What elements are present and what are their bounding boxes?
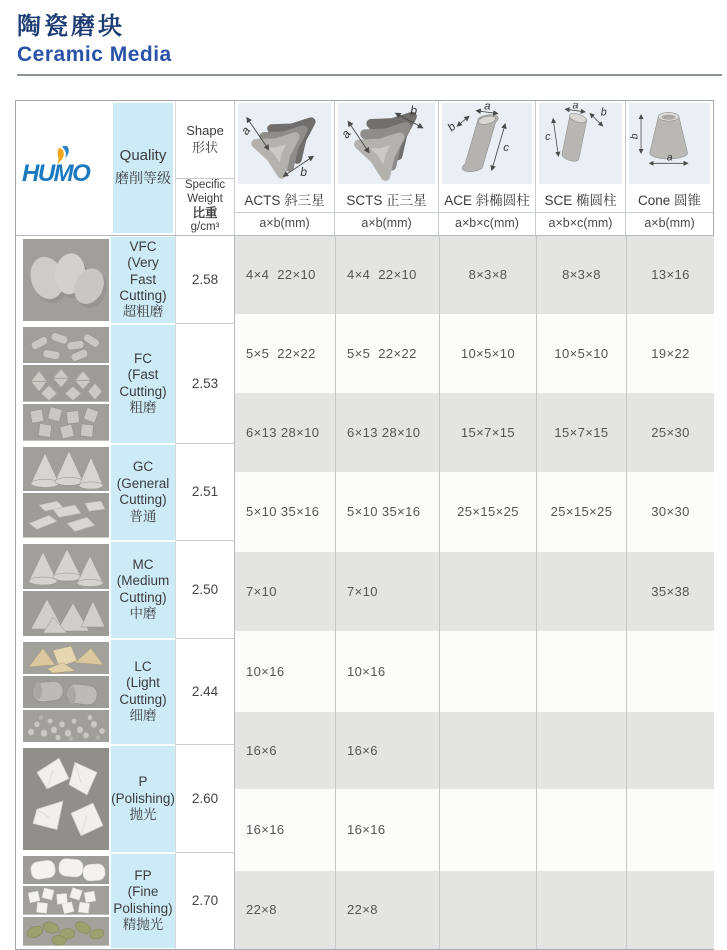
quality-section — [16, 236, 234, 949]
photo-cell-lc — [16, 639, 111, 745]
product-photo-vfc-discs — [23, 239, 109, 321]
column-header-sce — [535, 101, 625, 235]
dim-cell: 15×7×15 — [536, 393, 626, 472]
dim-cell: 5×5 22×22 — [235, 314, 335, 393]
dim-cell: 30×30 — [626, 472, 714, 552]
dim-cell: 10×16 — [335, 631, 439, 712]
photo-cell-fp — [16, 853, 111, 949]
dim-cell: 10×5×10 — [536, 314, 626, 393]
quality-row-mc — [16, 541, 234, 639]
shape-dims-ace: a×b×c(mm) — [455, 216, 519, 231]
weight-lc: 2.44 — [175, 639, 234, 745]
product-photo-mc-triangles — [23, 591, 109, 636]
page-title-en: Ceramic Media — [17, 42, 172, 66]
quality-label-gc: GC (General Cutting) 普通 — [111, 445, 175, 540]
weight-gc: 2.51 — [175, 444, 234, 541]
svg-text:HUMO: HUMO — [21, 159, 89, 187]
svg-text:b: b — [629, 133, 641, 139]
shape-diagram-cone — [626, 101, 713, 186]
dim-cell — [536, 552, 626, 631]
dim-cell: 6×13 28×10 — [335, 393, 439, 472]
quality-header-cn: 磨削等级 — [115, 170, 171, 187]
photo-cell-vfc — [16, 236, 111, 324]
quality-row-fc — [16, 324, 234, 444]
dim-cell: 16×16 — [235, 789, 335, 871]
shape-weight-header-cell — [175, 101, 234, 235]
dim-cell: 8×3×8 — [439, 236, 536, 314]
quality-header-cell — [111, 101, 175, 235]
dim-cell: 19×22 — [626, 314, 714, 393]
quality-row-fp — [16, 853, 234, 949]
photo-cell-fc — [16, 324, 111, 444]
svg-text:a: a — [338, 126, 354, 141]
dim-cell — [626, 631, 714, 712]
dim-cell: 5×5 22×22 — [335, 314, 439, 393]
dim-cell — [439, 631, 536, 712]
quality-label-mc: MC (Medium Cutting) 中磨 — [111, 542, 175, 638]
specific-weight-header: Specific Weight 比重 g/cm³ — [184, 179, 226, 234]
table-row — [235, 552, 714, 631]
shape-dims-acts: a×b(mm) — [259, 216, 310, 231]
dim-cell: 15×7×15 — [439, 393, 536, 472]
dim-cell: 10×16 — [235, 631, 335, 712]
svg-text:a: a — [666, 152, 673, 164]
quality-label-p: P (Polishing) 抛光 — [111, 746, 175, 852]
product-photo-fc-cylinders — [23, 327, 109, 364]
quality-label-lc: LC (Light Cutting) 细磨 — [111, 640, 175, 744]
shape-dims-cone: a×b(mm) — [644, 216, 695, 231]
dim-cell — [536, 789, 626, 871]
product-photo-fp-cubes — [23, 886, 109, 915]
dim-cell: 25×15×25 — [439, 472, 536, 552]
dim-cell: 25×15×25 — [536, 472, 626, 552]
header-divider — [17, 74, 722, 76]
shape-header: Shape 形状 — [176, 101, 234, 180]
weight-mc: 2.50 — [175, 541, 234, 639]
dim-cell: 5×10 35×16 — [235, 472, 335, 552]
dim-cell — [536, 712, 626, 789]
dim-cell: 16×16 — [335, 789, 439, 871]
quality-row-vfc — [16, 236, 234, 324]
product-photo-gc-wedges — [23, 493, 109, 538]
dim-cell — [626, 712, 714, 789]
shape-name-scts: SCTS 正三星 — [335, 186, 438, 213]
dim-cell: 4×4 22×10 — [335, 236, 439, 314]
shape-dims-scts: a×b(mm) — [361, 216, 412, 231]
svg-text:b: b — [410, 103, 418, 118]
table-row — [235, 871, 714, 949]
shape-name-sce: SCE 椭圆柱 — [536, 186, 625, 213]
ceramic-media-table — [15, 100, 714, 950]
svg-text:b: b — [445, 120, 459, 134]
product-photo-mc-cones — [23, 544, 109, 589]
weight-vfc: 2.58 — [175, 236, 234, 324]
shape-dims-sce: a×b×c(mm) — [548, 216, 613, 231]
dim-cell: 8×3×8 — [536, 236, 626, 314]
shape-diagram-acts — [235, 101, 334, 186]
shape-name-cone: Cone 圆锥 — [626, 186, 713, 213]
dim-cell: 35×38 — [626, 552, 714, 631]
logo-cell — [16, 101, 111, 235]
table-row — [235, 314, 714, 393]
quality-label-fc: FC (Fast Cutting) 粗磨 — [111, 325, 175, 443]
dim-cell: 7×10 — [335, 552, 439, 631]
column-header-acts — [234, 101, 334, 235]
svg-text:b: b — [600, 106, 607, 119]
svg-text:b: b — [300, 164, 307, 179]
table-row — [235, 712, 714, 789]
table-row — [235, 236, 714, 314]
dim-cell — [626, 871, 714, 949]
product-photo-fc-diamonds — [23, 365, 109, 402]
quality-row-gc — [16, 444, 234, 541]
table-row — [235, 472, 714, 552]
table-row — [235, 789, 714, 871]
dim-cell — [439, 712, 536, 789]
column-header-ace — [438, 101, 535, 235]
dim-cell: 22×8 — [335, 871, 439, 949]
dim-cell — [626, 789, 714, 871]
product-photo-lc-granules — [23, 710, 109, 742]
dim-cell: 16×6 — [335, 712, 439, 789]
column-header-cone — [625, 101, 713, 235]
dim-cell: 22×8 — [235, 871, 335, 949]
dim-cell: 13×16 — [626, 236, 714, 314]
svg-text:a: a — [572, 102, 579, 112]
dim-cell: 7×10 — [235, 552, 335, 631]
weight-fp: 2.70 — [175, 853, 234, 949]
shape-name-acts: ACTS 斜三星 — [235, 186, 334, 213]
product-photo-p-pieces — [23, 748, 109, 850]
quality-label-fp: FP (Fine Polishing) 精抛光 — [111, 854, 175, 948]
photo-cell-p — [16, 745, 111, 853]
quality-row-p — [16, 745, 234, 853]
svg-text:c: c — [545, 130, 551, 143]
svg-text:a: a — [484, 102, 491, 113]
page-header — [0, 0, 727, 67]
quality-row-lc — [16, 639, 234, 745]
dim-cell: 10×5×10 — [439, 314, 536, 393]
product-photo-lc-cylinders — [23, 676, 109, 708]
photo-cell-mc — [16, 541, 111, 639]
column-header-scts — [334, 101, 438, 235]
dim-cell: 5×10 35×16 — [335, 472, 439, 552]
dim-cell — [439, 552, 536, 631]
svg-text:a: a — [238, 123, 254, 138]
dimensions-section — [234, 236, 714, 949]
shape-diagram-sce — [536, 101, 625, 186]
photo-cell-gc — [16, 444, 111, 541]
dim-cell: 25×30 — [626, 393, 714, 472]
weight-fc: 2.53 — [175, 324, 234, 444]
dim-cell: 4×4 22×10 — [235, 236, 335, 314]
humo-logo — [21, 145, 107, 191]
weight-p: 2.60 — [175, 745, 234, 853]
page-title-cn: 陶瓷磨块 — [17, 13, 125, 40]
product-photo-fp-green-media — [23, 917, 109, 946]
shape-name-ace: ACE 斜椭圆柱 — [439, 186, 535, 213]
dim-cell — [439, 789, 536, 871]
quality-header-en: Quality — [119, 147, 167, 165]
svg-text:c: c — [503, 141, 510, 154]
product-photo-fp-pillows — [23, 856, 109, 885]
product-photo-lc-wedges — [23, 642, 109, 674]
quality-label-vfc: VFC (Very Fast Cutting) 超粗磨 — [111, 237, 175, 323]
shape-diagram-scts — [335, 101, 438, 186]
table-row — [235, 393, 714, 472]
dim-cell: 6×13 28×10 — [235, 393, 335, 472]
shape-diagram-ace — [439, 101, 535, 186]
product-photo-fc-cubes — [23, 404, 109, 441]
table-header — [16, 101, 713, 236]
dim-cell — [536, 631, 626, 712]
product-photo-gc-cones — [23, 447, 109, 492]
dim-cell: 16×6 — [235, 712, 335, 789]
dim-cell — [439, 871, 536, 949]
dim-cell — [536, 871, 626, 949]
table-row — [235, 631, 714, 712]
